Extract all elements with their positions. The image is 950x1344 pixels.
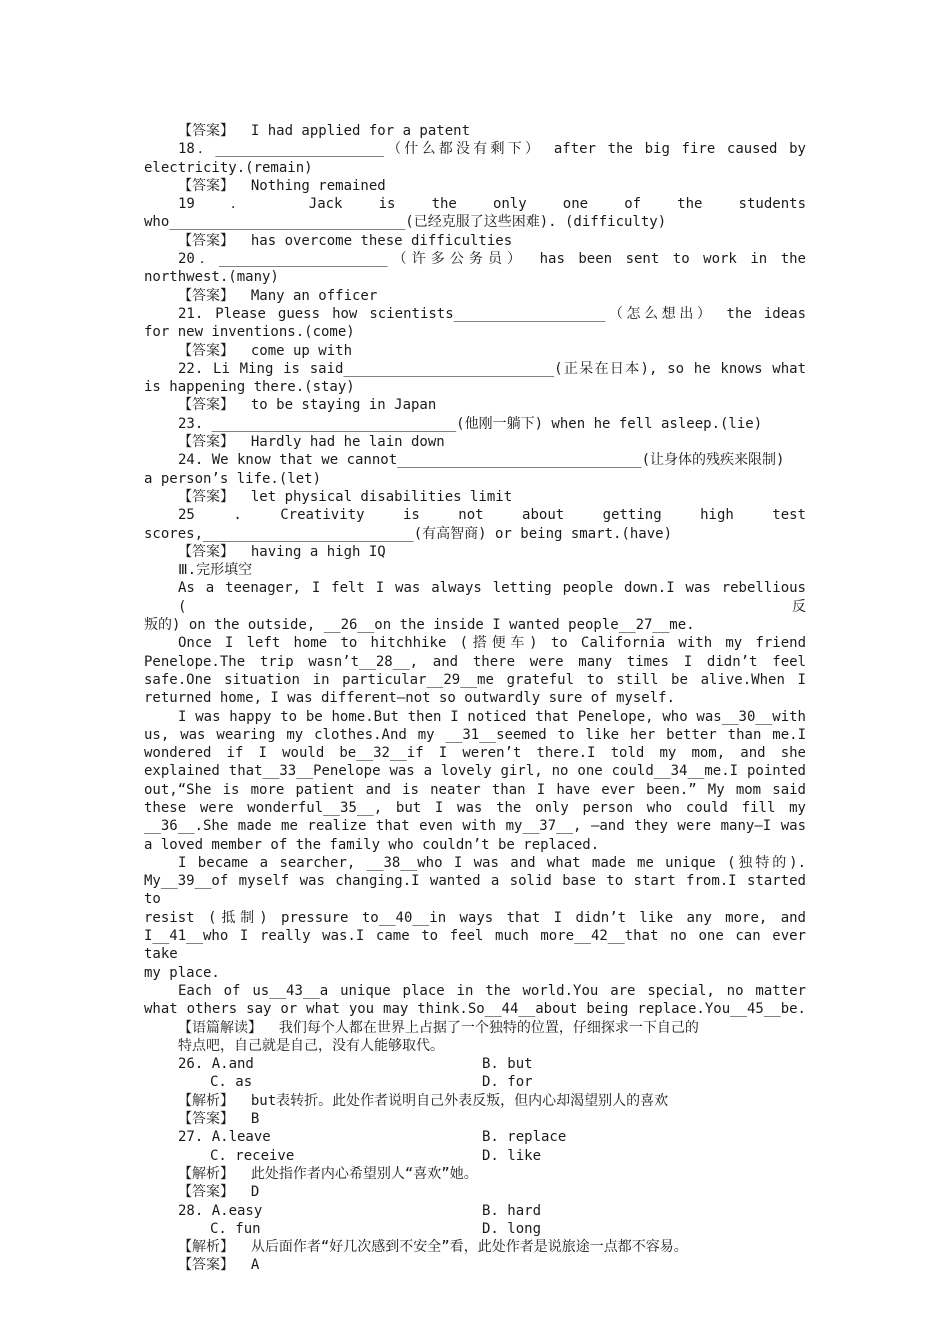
- option-d: D. like: [482, 1147, 542, 1164]
- text-line: 25 . Creativity is not about getting high test: [178, 507, 806, 524]
- text-line: 【答案】 come up with: [178, 342, 353, 359]
- option-row: [144, 1055, 806, 1073]
- text-line: us, was wearing my clothes.And my __31__seemed to like her better than me.I: [144, 726, 806, 743]
- text-line: resist (抵制) pressure to__40__in ways that I didn’t like any more, and: [144, 909, 806, 926]
- text-line: explained that__33__Penelope was a lovely girl, no one could__34__me.I pointed: [144, 763, 806, 780]
- text-line: As a teenager, I felt I was always letting people down.I was rebellious (反: [178, 580, 806, 615]
- text-line: Penelope.The trip wasn’t__28__, and there were many times I didn’t feel: [144, 653, 806, 670]
- option-row: [144, 1147, 806, 1165]
- explanation: 【解析】 此处指作者内心希望别人“喜欢”她。: [178, 1165, 478, 1182]
- answer: 【答案】 A: [178, 1257, 260, 1274]
- option-c: C. receive: [210, 1147, 295, 1164]
- document-page: [144, 122, 806, 1275]
- option-d: D. long: [482, 1220, 542, 1237]
- option-c: C. fun: [210, 1220, 261, 1237]
- text-line: 20．____________________（许多公务员） has been sent to work in the: [178, 251, 806, 268]
- text-line: 【答案】 I had applied for a patent: [178, 123, 471, 139]
- text-line: safe.One situation in particular__29__me grateful to still be alive.When I: [144, 671, 806, 688]
- text-line: 【答案】 let physical disabilities limit: [178, 488, 513, 505]
- text-line: wondered if I would be__32__if I weren’t there.I told my mom, and she: [144, 745, 806, 762]
- text-line: 19 ． Jack is the only one of the students: [178, 196, 806, 213]
- text-line: is happening there.(stay): [144, 379, 355, 396]
- text-line: a person’s life.(let): [144, 470, 322, 487]
- text-line: 【答案】 having a high IQ: [178, 543, 386, 560]
- option-b: B. hard: [482, 1202, 542, 1219]
- option-row: [144, 1202, 806, 1220]
- explanation: 【解析】 but表转折。此处作者说明自己外表反叛，但内心却渴望别人的喜欢: [178, 1092, 669, 1109]
- text-line: what others say or what you may think.So__44__about being replace.You__45__be.: [144, 1001, 806, 1018]
- option-a: 28. A.easy: [178, 1202, 263, 1219]
- text-line: electricity.(remain): [144, 159, 313, 176]
- text-line: 【答案】 Nothing remained: [178, 177, 386, 194]
- text-line: for new inventions.(come): [144, 324, 355, 341]
- text-line: Ⅲ.完形填空: [178, 562, 253, 579]
- option-c: C. as: [210, 1074, 253, 1091]
- text-line: who____________________________(已经克服了这些困难). (difficulty): [144, 214, 667, 231]
- text-line: 叛的) on the outside, __26__on the inside I wanted people__27__me.: [144, 617, 695, 634]
- text-line: 【答案】 Hardly had he lain down: [178, 434, 445, 451]
- text-line: I became a searcher, __38__who I was and what made me unique (独特的).: [178, 854, 806, 871]
- option-row: [144, 1128, 806, 1146]
- text-line: I was happy to be home.But then I noticed that Penelope, who was__30__with: [178, 708, 806, 725]
- text-line: these were wonderful__35__, but I was the only person who could fill my: [144, 799, 806, 816]
- text-line: scores,_________________________(有高智商) or being smart.(have): [144, 525, 673, 542]
- text-line: 21. Please guess how scientists__________________（怎么想出） the ideas: [178, 305, 806, 322]
- answer: 【答案】 D: [178, 1184, 260, 1201]
- text-line: __36__.She made me realize that even with my__37__, —and they were many—I was: [144, 818, 806, 835]
- option-row: [144, 1073, 806, 1091]
- text-line: out,“She is more patient and is neater than I have ever been.” My mom said: [144, 781, 806, 798]
- text-line: 【答案】 has overcome these difficulties: [178, 232, 513, 249]
- text-line: 【语篇解读】 我们每个人都在世界上占据了一个独特的位置，仔细探求一下自己的: [178, 1019, 699, 1036]
- text-line: 18．____________________（什么都没有剩下） after the big fire caused by: [178, 141, 806, 158]
- text-line: northwest.(many): [144, 269, 279, 286]
- text-line: 23. _____________________________(他刚一躺下) when he fell asleep.(lie): [178, 415, 763, 432]
- option-a: 26. A.and: [178, 1056, 254, 1073]
- text-line: Each of us__43__a unique place in the world.You are special, no matter: [178, 982, 806, 999]
- answer: 【答案】 B: [178, 1111, 260, 1128]
- text-line: 特点吧，自己就是自己，没有人能够取代。: [178, 1037, 444, 1054]
- text-line: a loved member of the family who couldn’t be replaced.: [144, 836, 600, 853]
- text-line: 【答案】 Many an officer: [178, 287, 378, 304]
- text-line: 24. We know that we cannot_____________________________(让身体的残疾来限制): [178, 452, 785, 469]
- option-b: B. replace: [482, 1129, 567, 1146]
- text-line: returned home, I was different—not so outwardly sure of myself.: [144, 690, 676, 707]
- option-d: D. for: [482, 1074, 533, 1091]
- text-line: 【答案】 to be staying in Japan: [178, 397, 437, 414]
- text-line: I__41__who I really was.I came to feel much more__42__that no one can ever take: [144, 928, 806, 963]
- option-b: B. but: [482, 1056, 533, 1073]
- option-a: 27. A.leave: [178, 1129, 271, 1146]
- explanation: 【解析】 从后面作者“好几次感到不安全”看，此处作者是说旅途一点都不容易。: [178, 1239, 688, 1256]
- text-line: my place.: [144, 964, 220, 981]
- text-line: 22. Li Ming is said_________________________(正呆在日本), so he knows what: [178, 360, 806, 377]
- option-row: [144, 1220, 806, 1238]
- text-line: Once I left home to hitchhike (搭便车) to California with my friend: [178, 635, 806, 652]
- text-line: My__39__of myself was changing.I wanted a solid base to start from.I started to: [144, 873, 806, 908]
